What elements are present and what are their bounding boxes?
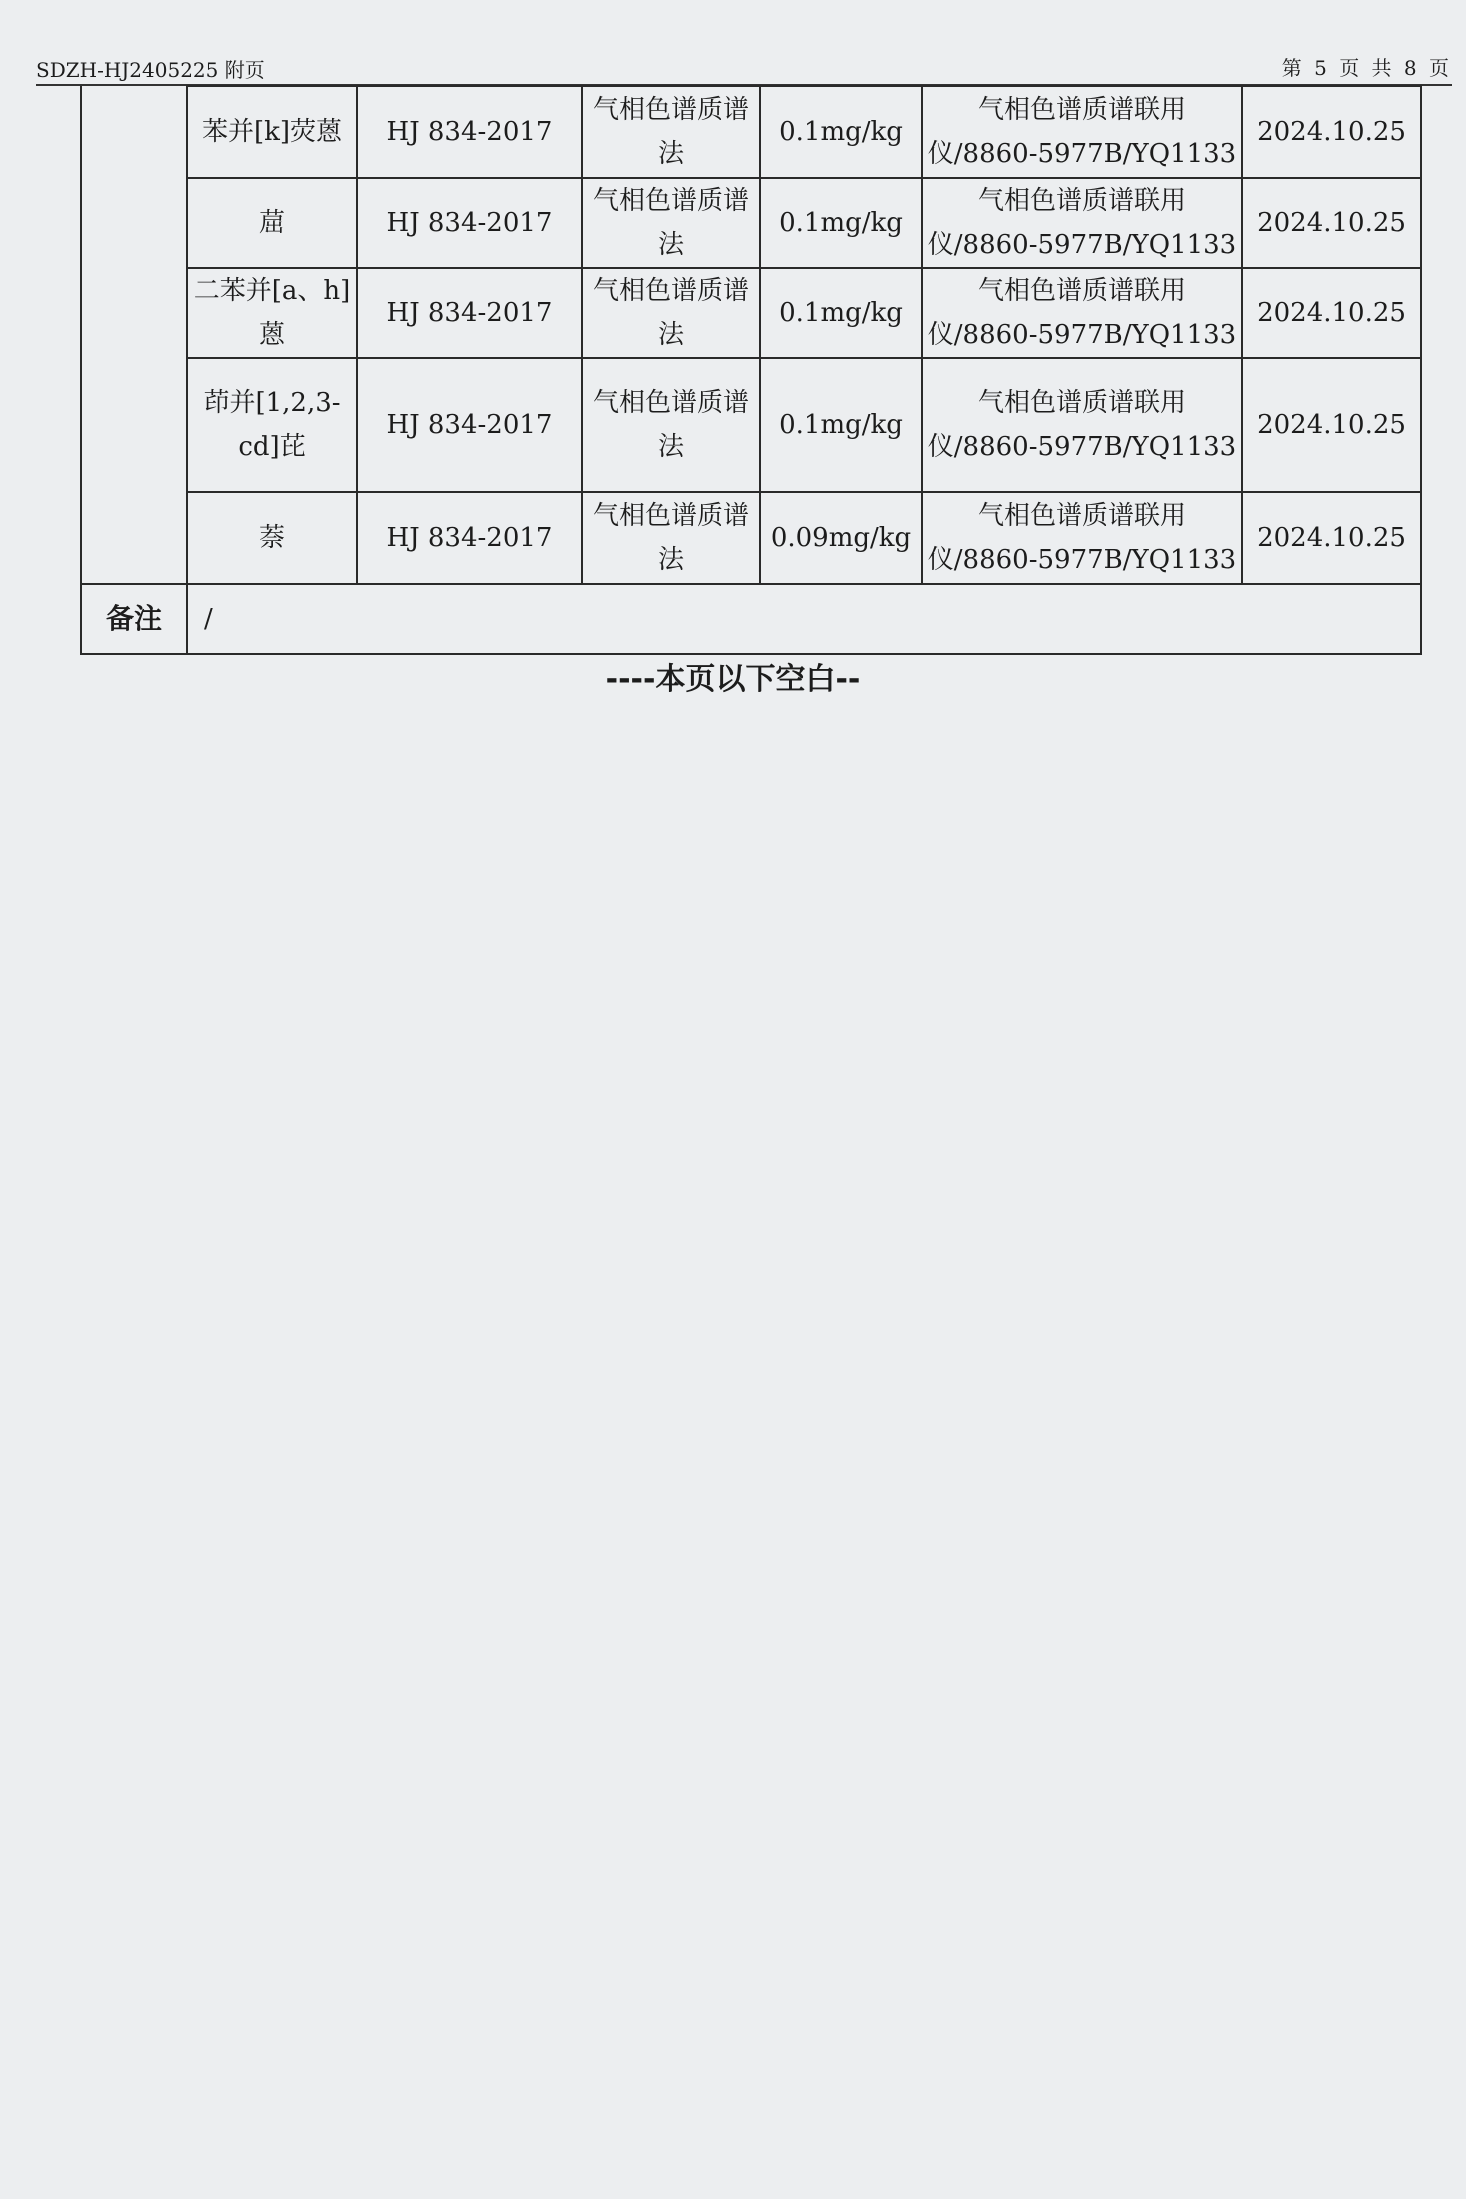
document-id: SDZH-HJ2405225 附页 [36,58,265,82]
detection-limit: 0.1mg/kg [760,268,922,358]
analysis-date: 2024.10.25 [1242,178,1421,268]
detection-limit: 0.1mg/kg [760,178,922,268]
instrument-info: 气相色谱质谱联用仪/8860-5977B/YQ1133 [922,86,1242,178]
method-name: 气相色谱质谱法 [582,86,760,178]
remarks-label: 备注 [81,584,187,654]
analysis-date: 2024.10.25 [1242,358,1421,492]
page-number: 第 5 页 共 8 页 [1281,56,1452,80]
method-name: 气相色谱质谱法 [582,268,760,358]
analyte-name: 茚并[1,2,3-cd]芘 [187,358,357,492]
standard-code: HJ 834-2017 [357,492,582,584]
table-row [81,86,1421,178]
table-row [81,492,1421,584]
analysis-date: 2024.10.25 [1242,86,1421,178]
method-name: 气相色谱质谱法 [582,492,760,584]
analysis-date: 2024.10.25 [1242,492,1421,584]
detection-limit: 0.1mg/kg [760,358,922,492]
instrument-info: 气相色谱质谱联用仪/8860-5977B/YQ1133 [922,358,1242,492]
table-row [81,178,1421,268]
table-cell-spacer [81,86,187,584]
remarks-value: / [187,584,1421,654]
table-row [81,268,1421,358]
standard-code: HJ 834-2017 [357,178,582,268]
method-name: 气相色谱质谱法 [582,178,760,268]
standard-code: HJ 834-2017 [357,86,582,178]
table-row [81,358,1421,492]
instrument-info: 气相色谱质谱联用仪/8860-5977B/YQ1133 [922,492,1242,584]
analyte-name: 䓛 [187,178,357,268]
remarks-row [81,584,1421,654]
standard-code: HJ 834-2017 [357,268,582,358]
instrument-info: 气相色谱质谱联用仪/8860-5977B/YQ1133 [922,268,1242,358]
method-name: 气相色谱质谱法 [582,358,760,492]
test-method-table [80,85,1422,655]
analyte-name: 萘 [187,492,357,584]
page-header [36,52,1452,86]
detection-limit: 0.1mg/kg [760,86,922,178]
instrument-info: 气相色谱质谱联用仪/8860-5977B/YQ1133 [922,178,1242,268]
analyte-name: 苯并[k]荧蒽 [187,86,357,178]
analysis-date: 2024.10.25 [1242,268,1421,358]
blank-page-note: ----本页以下空白-- [605,662,861,697]
standard-code: HJ 834-2017 [357,358,582,492]
detection-limit: 0.09mg/kg [760,492,922,584]
analyte-name: 二苯并[a、h]蒽 [187,268,357,358]
